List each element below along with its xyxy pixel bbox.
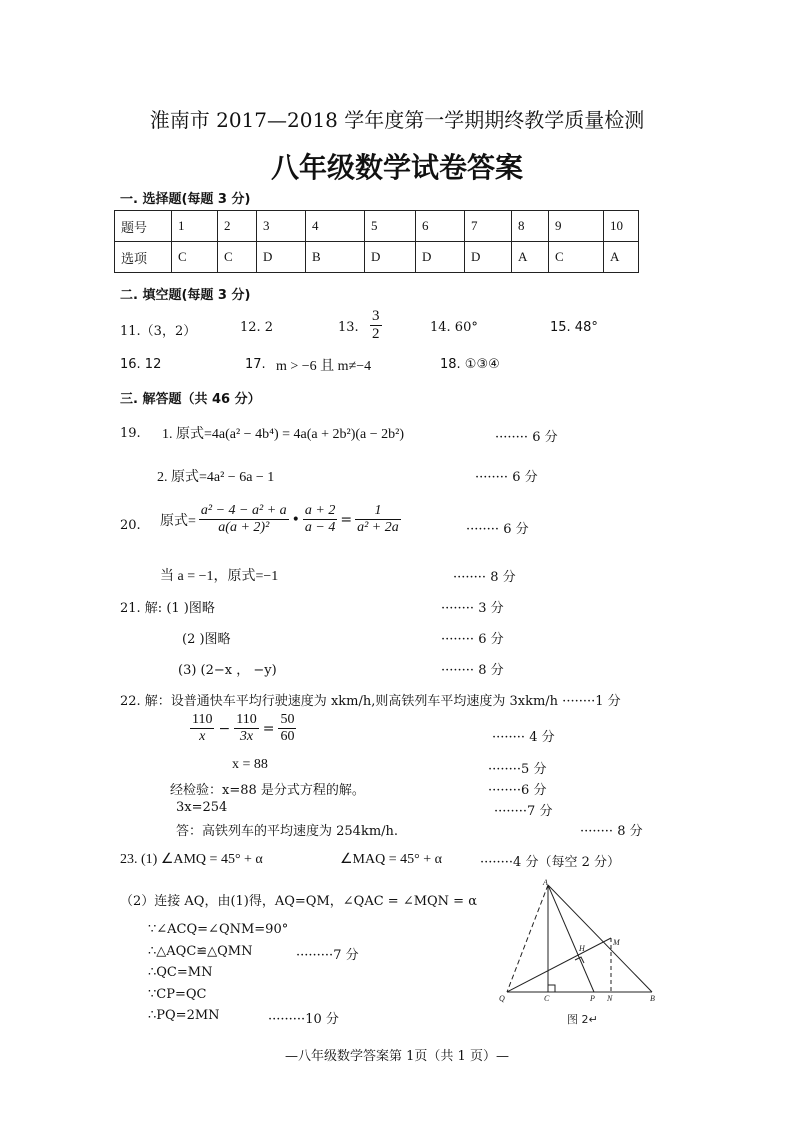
table-cell: 1 bbox=[172, 211, 218, 242]
fraction-numerator: a² − 4 − a² + a bbox=[200, 503, 287, 518]
answer-13-label: 13. bbox=[338, 320, 359, 335]
fraction-numerator: 3 bbox=[372, 308, 380, 324]
table-cell: 6 bbox=[416, 211, 465, 242]
q22-line4: 3x=254 bbox=[176, 800, 228, 815]
document-title: 淮南市 2017—2018 学年度第一学期期终教学质量检测 bbox=[149, 108, 645, 132]
answer-16: 16. 12 bbox=[120, 357, 162, 372]
line-qm bbox=[507, 938, 611, 992]
q22-line2: x = 88 bbox=[232, 757, 268, 772]
q22-score2: ········5 分 bbox=[488, 762, 547, 777]
label-b: B bbox=[650, 994, 655, 1003]
page-footer: —八年级数学答案第 1页（共 1 页）— bbox=[285, 1049, 509, 1064]
q21-line1: 21. 解: (1 )图略 bbox=[120, 601, 215, 616]
fraction-numerator: a + 2 bbox=[304, 503, 336, 518]
label-q: Q bbox=[499, 994, 505, 1003]
q19-number: 19. bbox=[120, 426, 141, 441]
table-cell: D bbox=[416, 242, 465, 273]
label-c: C bbox=[544, 994, 550, 1003]
label-a: A bbox=[543, 878, 548, 887]
table-cell: 选项 bbox=[115, 242, 172, 273]
q23-line3: ∵∠ACQ=∠QNM=90° bbox=[148, 922, 289, 937]
fraction-numerator: 110 bbox=[192, 712, 213, 727]
table-cell: C bbox=[172, 242, 218, 273]
section-fill-heading: 二. 填空题(每题 3 分) bbox=[120, 288, 251, 303]
label-m: M bbox=[613, 938, 620, 947]
answer-17: m > −6 且 m≠−4 bbox=[276, 359, 372, 374]
line-ap bbox=[548, 885, 594, 992]
q20-expression bbox=[160, 503, 401, 536]
table-row bbox=[115, 211, 639, 242]
table-cell: C bbox=[218, 242, 257, 273]
q23-line1a: 23. (1) ∠AMQ = 45° + α bbox=[120, 852, 263, 867]
q19-part2-score: ········ 6 分 bbox=[475, 470, 538, 485]
q21-score1: ········ 3 分 bbox=[441, 601, 504, 616]
table-cell: A bbox=[604, 242, 639, 273]
q22-line1: 22. 解：设普通快车平均行驶速度为 xkm/h,则高铁列车平均速度为 3xkm/h ········1 分 bbox=[120, 694, 621, 709]
table-cell: 4 bbox=[306, 211, 365, 242]
label-n: N bbox=[607, 994, 613, 1003]
fraction-denominator: a − 4 bbox=[304, 520, 336, 535]
q22-line5: 答：高铁列车的平均速度为 254km/h. bbox=[176, 824, 399, 839]
table-cell: 2 bbox=[218, 211, 257, 242]
table-cell: B bbox=[306, 242, 365, 273]
document-subtitle: 八年级数学试卷答案 bbox=[270, 151, 523, 184]
q21-score2: ········ 6 分 bbox=[441, 632, 504, 647]
answer-table bbox=[114, 210, 639, 273]
equals-sign: = bbox=[340, 511, 353, 528]
answer-17-label: 17. bbox=[245, 357, 266, 372]
table-cell: D bbox=[365, 242, 416, 273]
table-cell: 10 bbox=[604, 211, 639, 242]
table-cell: 9 bbox=[549, 211, 604, 242]
q22-score4: ········7 分 bbox=[494, 804, 553, 819]
fraction-denominator: 3x bbox=[239, 729, 254, 744]
q22-score1: ········ 4 分 bbox=[492, 730, 555, 745]
q23-line1b: ∠MAQ = 45° + α bbox=[340, 852, 442, 867]
answer-11: 11.（3，2） bbox=[120, 324, 197, 339]
section-choice-heading: 一. 选择题(每题 3 分) bbox=[120, 192, 251, 207]
fraction-numerator: 50 bbox=[280, 712, 295, 727]
q22-score3: ········6 分 bbox=[488, 783, 547, 798]
fraction-denominator: a(a + 2)² bbox=[218, 520, 270, 535]
q21-line2: (2 )图略 bbox=[182, 632, 231, 647]
table-row bbox=[115, 242, 639, 273]
table-cell: 5 bbox=[365, 211, 416, 242]
fraction-denominator: 2 bbox=[372, 326, 380, 342]
answer-14: 14. 60° bbox=[430, 320, 478, 335]
q20-score-1: ········ 6 分 bbox=[466, 522, 529, 537]
figure-caption: 图 2↵ bbox=[567, 1013, 598, 1026]
q19-part2: 2. 原式=4a² − 6a − 1 bbox=[157, 470, 275, 485]
table-cell: A bbox=[512, 242, 549, 273]
answer-15: 15. 48° bbox=[550, 320, 598, 335]
section-solve-heading: 三. 解答题（共 46 分） bbox=[120, 392, 261, 407]
fraction-denominator: a² + 2a bbox=[357, 520, 399, 535]
answer-12: 12. 2 bbox=[240, 320, 274, 335]
q20-prefix: 原式= bbox=[160, 513, 196, 529]
q23-line7-score: ·········10 分 bbox=[268, 1012, 339, 1027]
label-h: H bbox=[579, 944, 585, 953]
geometry-figure bbox=[495, 875, 665, 1030]
label-p: P bbox=[590, 994, 595, 1003]
table-cell: 7 bbox=[465, 211, 512, 242]
q23-line4: ∴△AQC≌△QMN bbox=[148, 944, 253, 959]
equals-sign: = bbox=[262, 720, 275, 737]
q19-part1: 1. 原式=4a(a² − 4b⁴) = 4a(a + 2b²)(a − 2b²) bbox=[162, 427, 404, 442]
q21-line3: (3) (2−x ， −y) bbox=[178, 663, 277, 678]
fraction-denominator: x bbox=[199, 729, 206, 744]
table-cell: 题号 bbox=[115, 211, 172, 242]
right-angle-mark-h bbox=[575, 957, 584, 963]
table-cell: 3 bbox=[257, 211, 306, 242]
q21-score3: ········ 8 分 bbox=[441, 663, 504, 678]
q20-line2: 当 a = −1，原式=−1 bbox=[160, 569, 279, 584]
line-ab bbox=[548, 885, 652, 992]
q22-line3: 经检验：x=88 是分式方程的解。 bbox=[170, 783, 365, 798]
table-cell: C bbox=[549, 242, 604, 273]
answer-13-fraction bbox=[370, 308, 382, 343]
dashed-line-aq bbox=[507, 885, 548, 992]
q23-line1-score: ········4 分（每空 2 分） bbox=[480, 855, 620, 870]
table-cell: 8 bbox=[512, 211, 549, 242]
q23-line2: （2）连接 AQ，由(1)得，AQ=QM，∠QAC = ∠MQN = α bbox=[120, 894, 477, 909]
answer-18: 18. ①③④ bbox=[440, 357, 500, 372]
fraction-numerator: 110 bbox=[236, 712, 257, 727]
q20-score-2: ········ 8 分 bbox=[453, 570, 516, 585]
q23-line6: ∵CP=QC bbox=[148, 987, 207, 1002]
table-cell: D bbox=[257, 242, 306, 273]
q20-number: 20. bbox=[120, 518, 141, 533]
q22-equation bbox=[190, 712, 296, 745]
q23-line4-score: ·········7 分 bbox=[296, 948, 359, 963]
q19-part1-score: ········ 6 分 bbox=[495, 430, 558, 445]
minus-sign: − bbox=[218, 720, 231, 737]
fraction-numerator: 1 bbox=[355, 503, 401, 520]
q23-line5: ∴QC=MN bbox=[148, 965, 213, 980]
multiply-dot: • bbox=[291, 511, 300, 528]
table-cell: D bbox=[465, 242, 512, 273]
q23-line7: ∴PQ=2MN bbox=[148, 1008, 220, 1023]
fraction-denominator: 60 bbox=[280, 729, 295, 744]
q22-score5: ········ 8 分 bbox=[580, 824, 643, 839]
right-angle-mark-c bbox=[548, 985, 555, 992]
